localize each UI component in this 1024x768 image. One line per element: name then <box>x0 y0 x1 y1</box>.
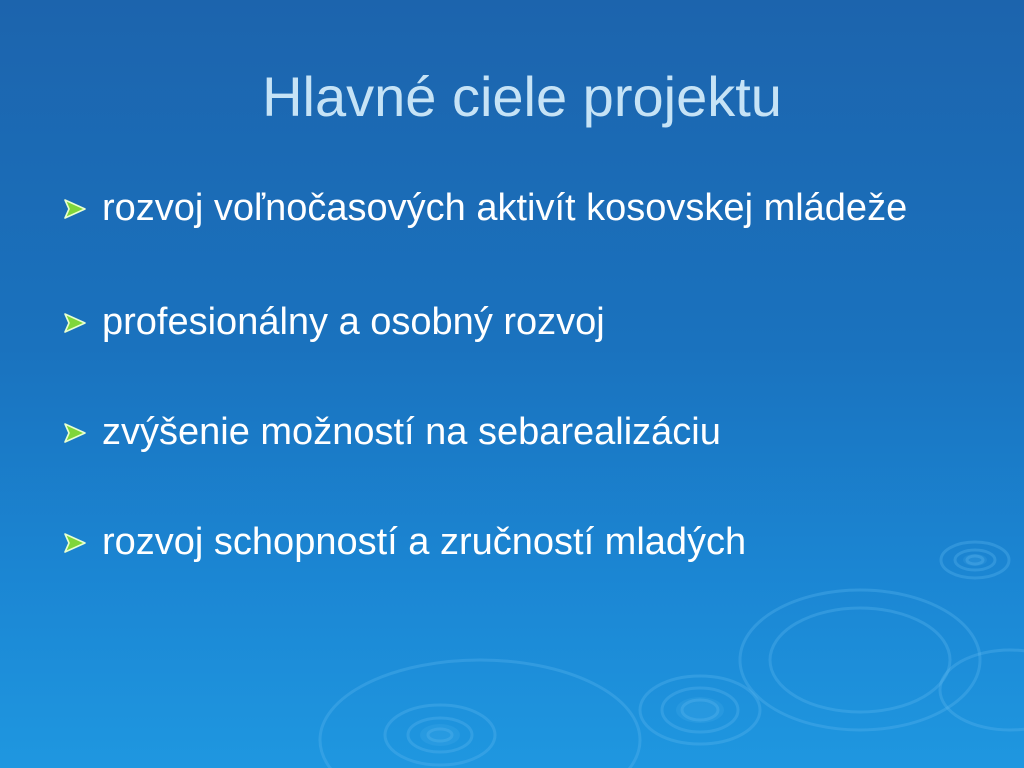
bullet-item <box>62 184 962 232</box>
bullet-text: zvýšenie možností na sebarealizáciu <box>102 411 721 453</box>
bullet-text: rozvoj schopností a zručností mladých <box>102 521 747 563</box>
green-arrow-icon <box>62 422 88 444</box>
bullet-item <box>62 408 962 456</box>
bullet-item <box>62 518 962 566</box>
slide-title: Hlavné ciele projektu <box>262 65 782 128</box>
bullet-item <box>62 298 962 346</box>
bullet-list <box>62 184 962 632</box>
green-arrow-icon <box>62 198 88 220</box>
green-arrow-icon <box>62 532 88 554</box>
bullet-text: rozvoj voľnočasových aktivít kosovskej mládeže <box>102 187 908 229</box>
green-arrow-icon <box>62 312 88 334</box>
bullet-text: profesionálny a osobný rozvoj <box>102 301 605 343</box>
